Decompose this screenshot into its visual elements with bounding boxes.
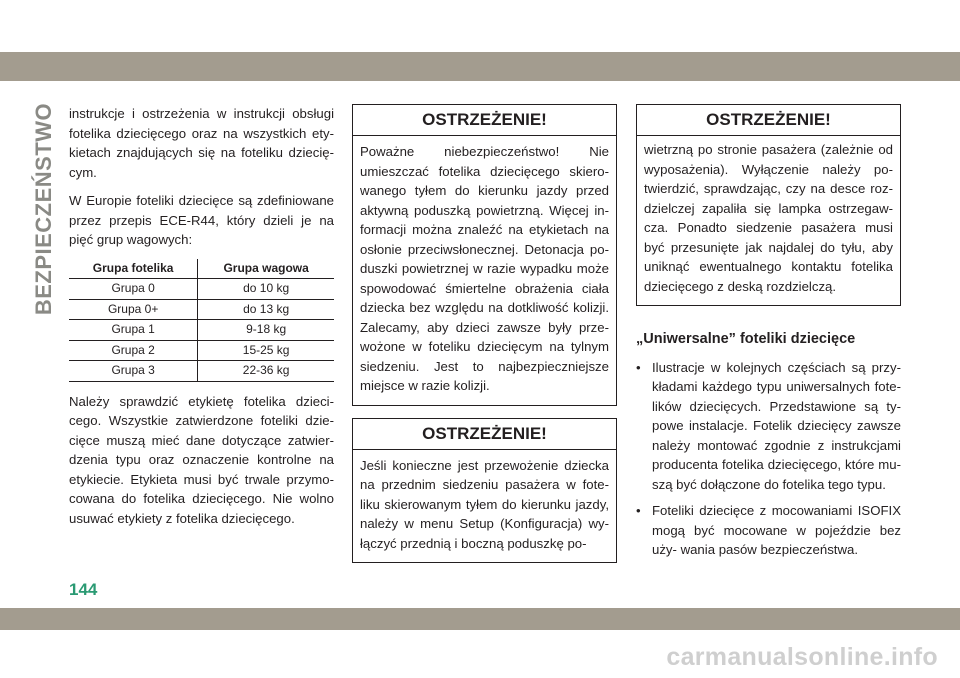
paragraph-label-check: Należy sprawdzić etykietę fotelika dzieci- cego. Wszystkie zatwierdzone foteliki dzie- cięce muszą mieć dane dotyczące zatwier- dzenia typu oraz oznaczenie kontrolne na etykiecie. Etykieta musi być trwale przymo- cowana do fotelika dziecięcego. Nie wolno usuwać etykiety z fotelika dziecięcego. (69, 393, 334, 526)
list-item (636, 501, 901, 560)
bullet-marker: • (636, 503, 641, 518)
table-row (69, 320, 334, 341)
paragraph-ece-r44: W Europie foteliki dziecięce są zdefiniowane przez przepis ECE-R44, który dzieli je na pięć grup wagowych: (69, 193, 334, 247)
table-cell: do 13 kg (198, 299, 334, 320)
warning-title: OSTRZEŻENIE! (637, 105, 900, 136)
list-item (636, 358, 901, 495)
table-header-seat-group: Grupa fotelika (69, 259, 198, 279)
bullet-list (636, 358, 901, 560)
column-3 (636, 104, 901, 567)
table-header-weight-group: Grupa wagowa (198, 259, 334, 279)
list-item-text: Ilustracje w kolejnych częściach są przy- kładami każdego typu uniwersalnych fote- lików dziecięcych. Przedstawione są ty- powe instalacje. Fotelik dziecięcy zawsze należy montować zgodnie z instrukcjami producenta fotelika dziecięcego, które mu- szą być dołączone do fotelika tego typu. (652, 359, 901, 492)
table-header-row (69, 259, 334, 279)
table-row (69, 299, 334, 320)
column-2 (352, 104, 617, 575)
table-cell: Grupa 3 (69, 361, 198, 382)
warning-body: Poważne niebezpieczeństwo! Nie umieszczać fotelika dziecięcego skiero- wanego tyłem do kierunku jazdy przed aktywną poduszką powietrzną. Więcej in- formacji można znaleźć na etykietach na osłonie przeciwsłonecznej. Detonacja po- duszki powietrznej w razie wypadku może spowodować śmiertelne obrażenia ciała dziecka bez względu na dotkliwość kolizji. Zalecamy, aby dzieci zawsze były prze- wożone w foteliku dziecięcym na tylnym siedzeniu. Jest to najbezpieczniejsze miejsce w razie kolizji. (360, 144, 609, 393)
bullet-marker: • (636, 359, 641, 375)
paragraph-intro: instrukcje i ostrzeżenia w instrukcji obsługi fotelika dziecięcego oraz na wszystkich ety- kietach znajdujących się na foteliku dziecię- cym. (69, 106, 334, 180)
table-cell: 15-25 kg (198, 340, 334, 361)
warning-title: OSTRZEŻENIE! (353, 105, 616, 136)
table-cell: Grupa 1 (69, 320, 198, 341)
table-cell: 9-18 kg (198, 320, 334, 341)
table-cell: 22-36 kg (198, 361, 334, 382)
watermark-text: carmanualsonline.info (666, 643, 938, 671)
weight-group-table (69, 259, 334, 382)
header-band (0, 0, 960, 81)
table-cell: Grupa 0+ (69, 299, 198, 320)
table-row (69, 361, 334, 382)
table-cell: Grupa 0 (69, 279, 198, 300)
header-stripe (0, 52, 960, 81)
warning-title: OSTRZEŻENIE! (353, 419, 616, 450)
page-number: 144 (69, 580, 98, 599)
table-cell: do 10 kg (198, 279, 334, 300)
warning-box-airbag (352, 104, 617, 406)
footer-band (0, 608, 960, 630)
table-row (69, 340, 334, 361)
warning-box-front-seat (352, 418, 617, 564)
warning-box-continued (636, 104, 901, 306)
column-1 (69, 104, 334, 537)
table-cell: Grupa 2 (69, 340, 198, 361)
list-item-text: Foteliki dziecięce z mocowaniami ISOFIX mogą być mocowane w pojeździe bez uży- wania pasów bezpieczeństwa. (652, 503, 901, 557)
warning-body: wietrzną po stronie pasażera (zależnie od wyposażenia). Wyłączenie należy po- twierdzić, sprawdzając, czy na desce roz- dzielczej zapaliła się lampka ostrzegaw- cza. Ponadto siedzenie pasażera musi być przesunięte jak najdalej do tyłu, aby uniknąć ewentualnego kontaktu fotelika dziecięcego z deską rozdzielczą. (644, 142, 893, 294)
section-side-title-text: BEZPIECZEŃSTWO (31, 102, 56, 316)
table-row (69, 279, 334, 300)
section-side-title (26, 104, 62, 314)
warning-body: Jeśli konieczne jest przewożenie dziecka na przednim siedzeniu pasażera w fote- liku skierowanym tyłem do kierunku jazdy, należy w menu Setup (Konfiguracja) wy- łączyć przednią i boczną poduszkę po- (360, 457, 609, 551)
section-heading-universal-seats: „Uniwersalne” foteliki dziecięce (636, 331, 856, 347)
